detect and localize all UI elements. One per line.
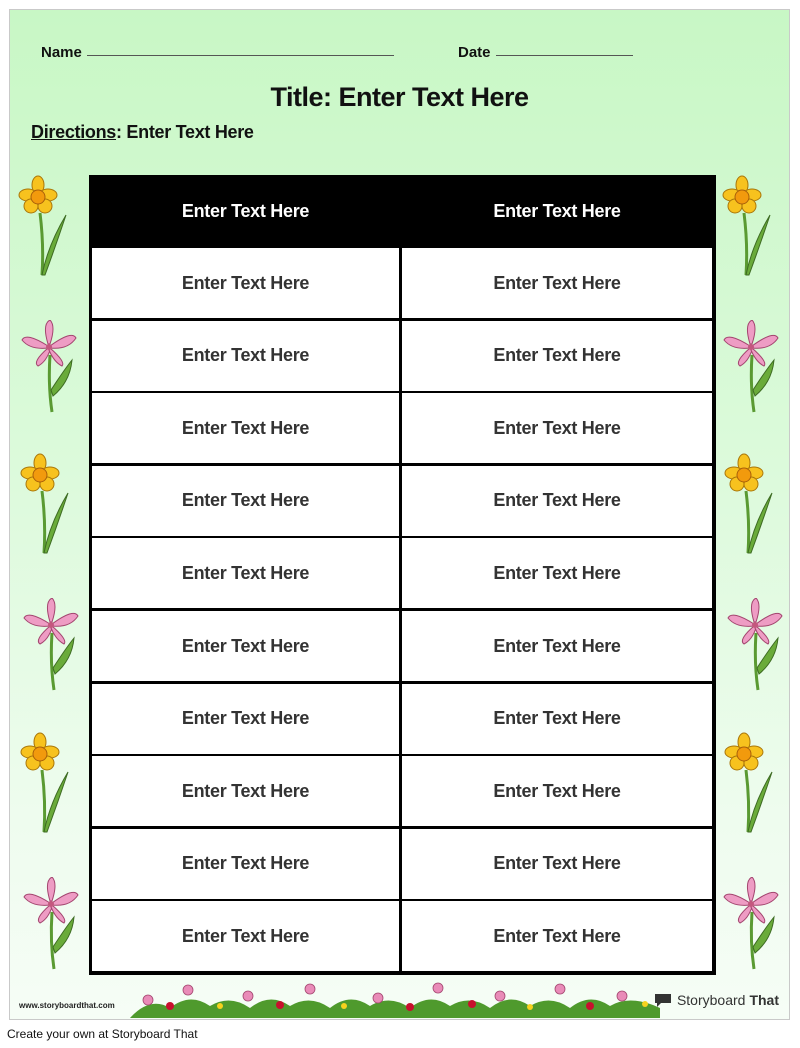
- table-cell[interactable]: Enter Text Here: [92, 829, 399, 899]
- table-cell[interactable]: Enter Text Here: [92, 321, 399, 391]
- speech-bubble-icon: [653, 992, 673, 1008]
- table-header-cell[interactable]: Enter Text Here: [402, 177, 712, 245]
- table-cell[interactable]: Enter Text Here: [402, 611, 712, 681]
- table-cell[interactable]: Enter Text Here: [402, 756, 712, 826]
- table-cell[interactable]: Enter Text Here: [402, 538, 712, 608]
- directions: [31, 122, 254, 143]
- daffodil-icon: [18, 175, 73, 280]
- name-label: Name: [41, 44, 82, 61]
- table-cell[interactable]: Enter Text Here: [402, 901, 712, 971]
- table-cell[interactable]: Enter Text Here: [92, 611, 399, 681]
- table-cell[interactable]: Enter Text Here: [92, 248, 399, 318]
- flower-border-icon: [130, 972, 660, 1018]
- daffodil-icon: [722, 175, 777, 280]
- storyboardthat-logo: [653, 992, 779, 1008]
- name-line[interactable]: [87, 55, 394, 56]
- table-cell[interactable]: Enter Text Here: [402, 829, 712, 899]
- daffodil-icon: [20, 732, 75, 837]
- brand-part1: Storyboard: [676, 992, 746, 1008]
- directions-text: : Enter Text Here: [116, 122, 254, 142]
- lily-icon: [726, 598, 786, 698]
- worksheet: [9, 9, 790, 1020]
- table-cell[interactable]: Enter Text Here: [92, 466, 399, 536]
- lily-icon: [20, 320, 80, 420]
- page-title: Title: Enter Text Here: [270, 82, 529, 112]
- date-line[interactable]: [496, 55, 633, 56]
- watermark-url: www.storyboardthat.com: [19, 1001, 115, 1010]
- table-header-cell[interactable]: Enter Text Here: [92, 177, 399, 245]
- table-cell[interactable]: Enter Text Here: [402, 321, 712, 391]
- directions-label: Directions: [31, 122, 117, 142]
- brand-part2: That: [749, 992, 779, 1008]
- date-label: Date: [458, 44, 491, 61]
- table-cell[interactable]: Enter Text Here: [92, 393, 399, 463]
- footer-text: Create your own at Storyboard That: [7, 1027, 198, 1041]
- lily-icon: [722, 320, 782, 420]
- table-cell[interactable]: Enter Text Here: [402, 393, 712, 463]
- lily-icon: [22, 877, 82, 977]
- table-cell[interactable]: Enter Text Here: [92, 901, 399, 971]
- worksheet-table: [89, 175, 716, 975]
- table-cell[interactable]: Enter Text Here: [402, 248, 712, 318]
- table-cell[interactable]: Enter Text Here: [92, 756, 399, 826]
- table-cell[interactable]: Enter Text Here: [92, 684, 399, 754]
- daffodil-icon: [20, 453, 75, 558]
- table-cell[interactable]: Enter Text Here: [402, 466, 712, 536]
- daffodil-icon: [724, 732, 779, 837]
- daffodil-icon: [724, 453, 779, 558]
- table-cell[interactable]: Enter Text Here: [92, 538, 399, 608]
- table-cell[interactable]: Enter Text Here: [402, 684, 712, 754]
- lily-icon: [722, 877, 782, 977]
- lily-icon: [22, 598, 82, 698]
